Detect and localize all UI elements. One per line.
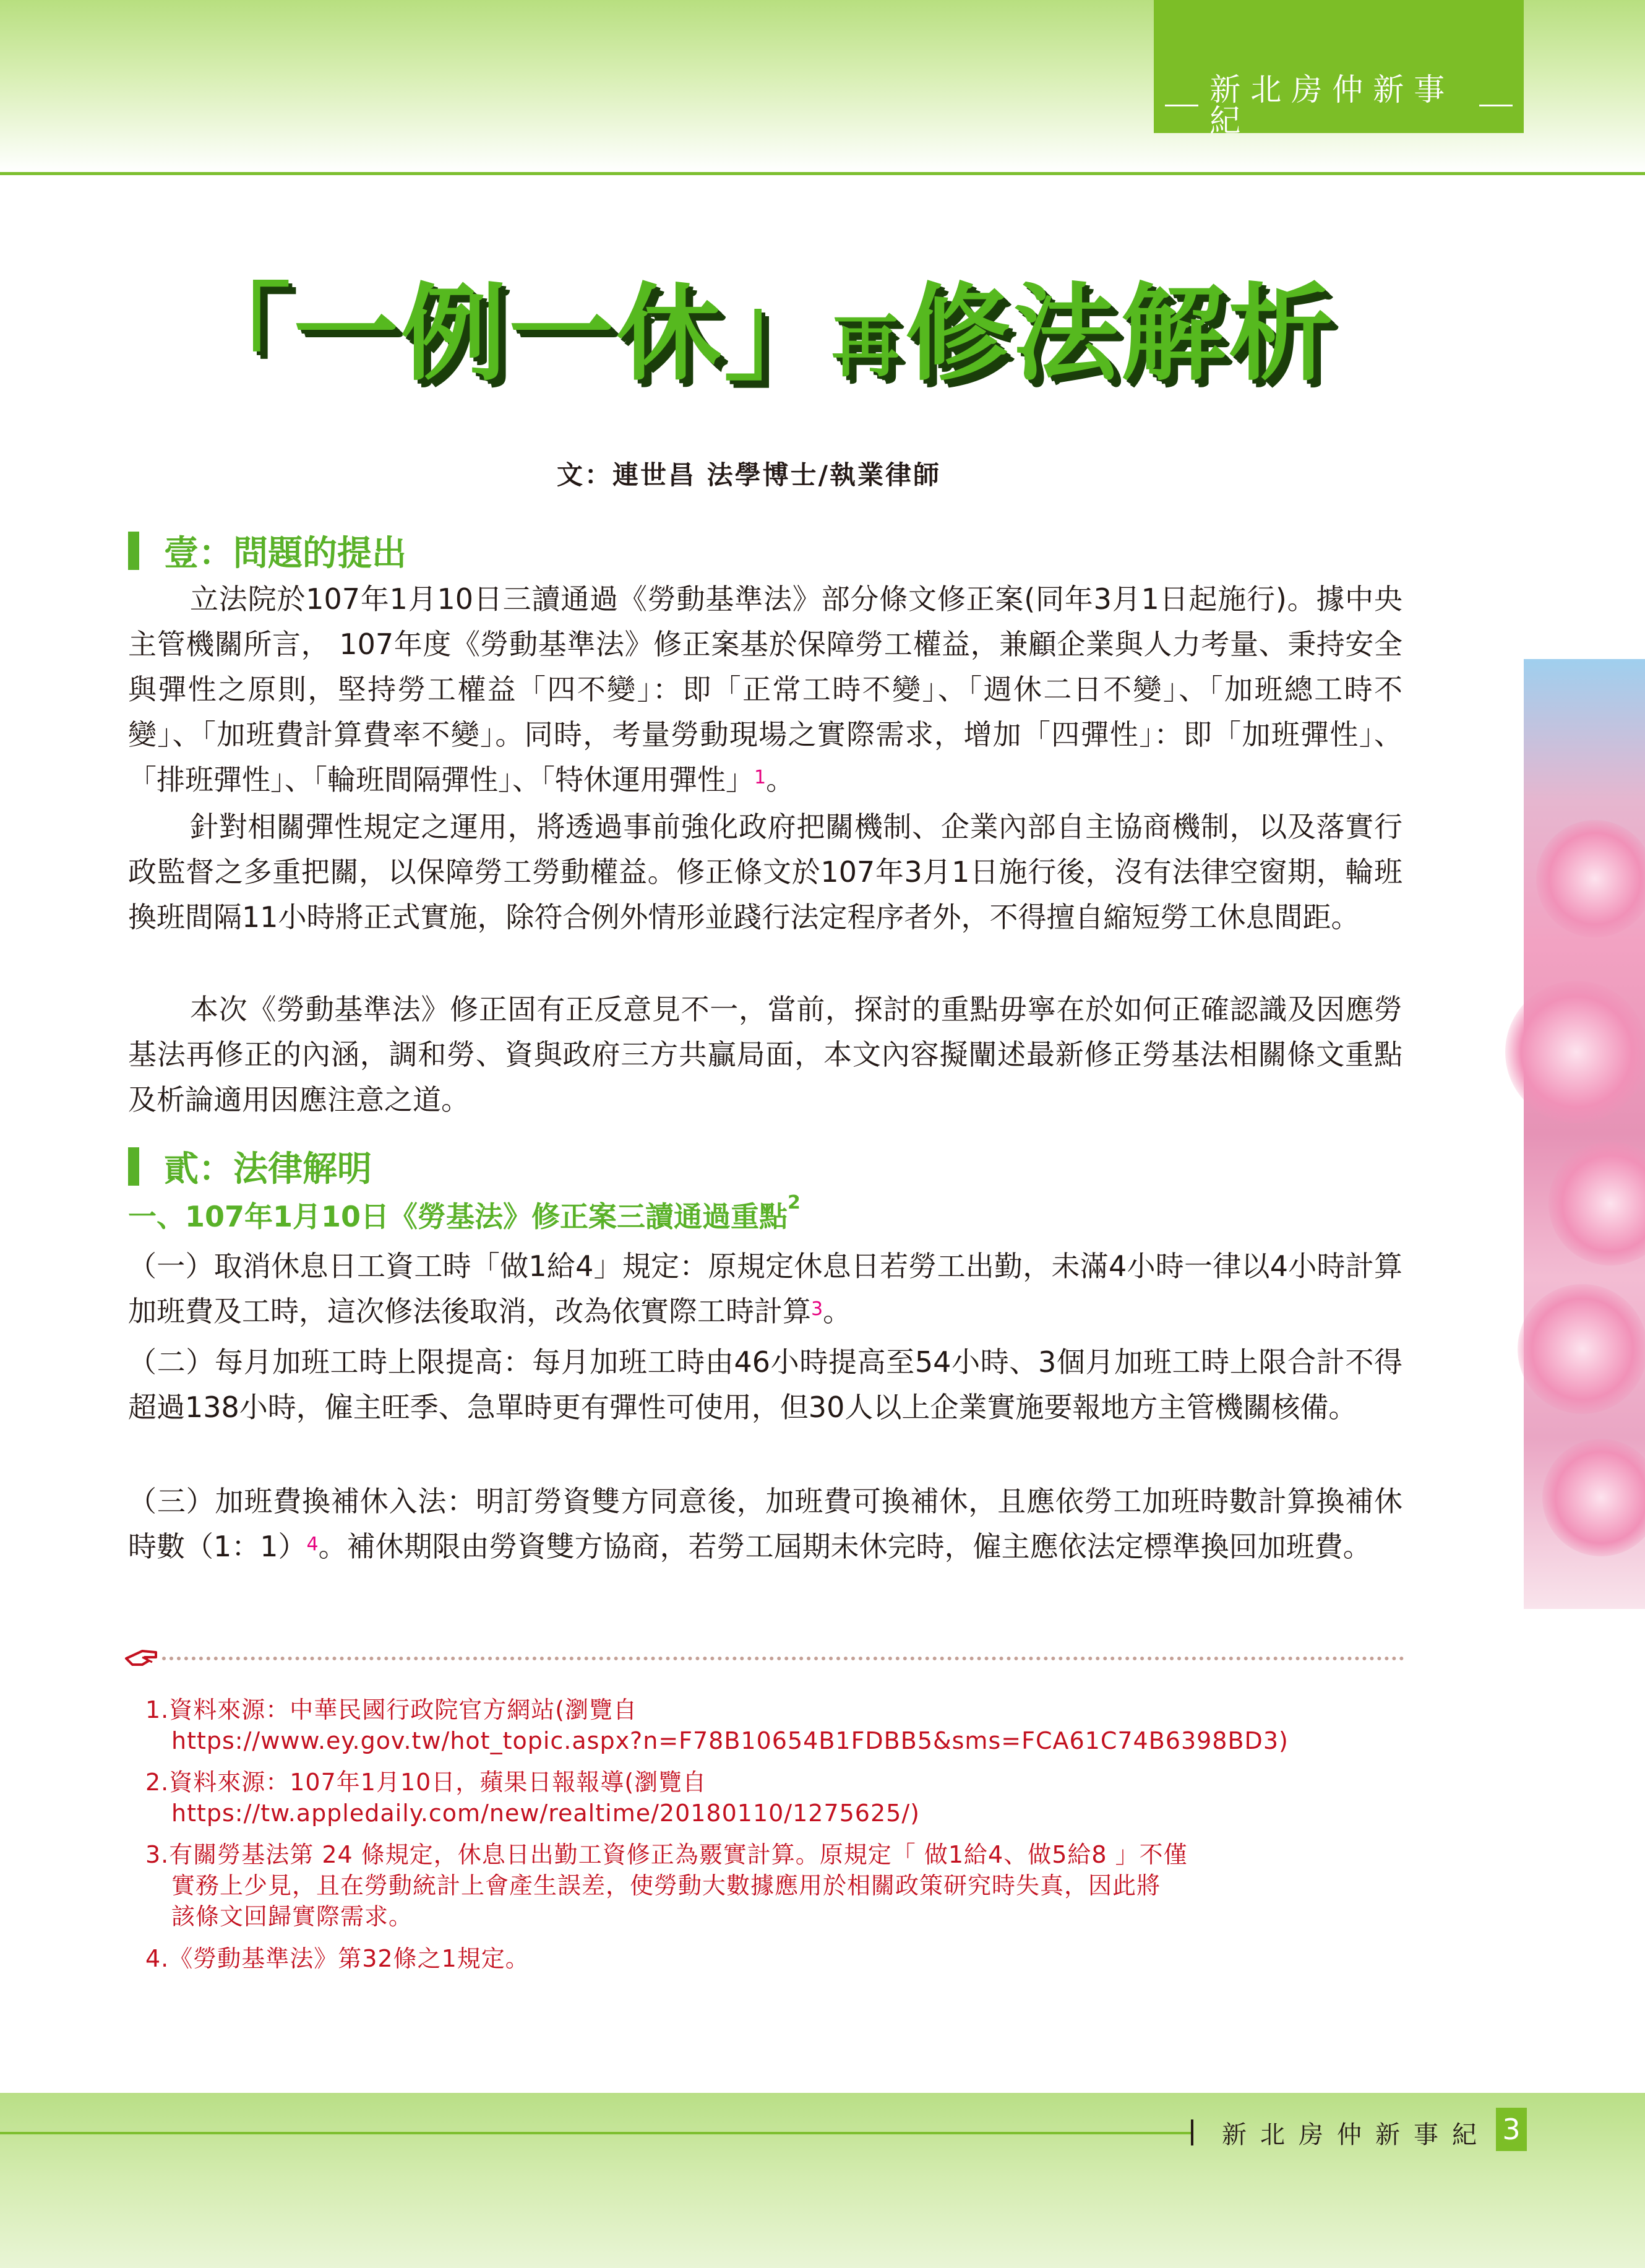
footer-magazine-name: 新北房仲新事紀 — [1222, 2121, 1490, 2149]
footnote-1-link[interactable]: https://www.ey.gov.tw/hot_topic.aspx?n=F78B10654B1FDBB5&sms=FCA61C74B6398BD3) — [171, 1727, 1289, 1754]
author-line: 文：連世昌 法學博士/執業律師 — [557, 460, 941, 490]
footnote-3-line3: 該條文回歸實際需求。 — [171, 1903, 413, 1930]
paragraph-3: 本次《勞動基準法》修正固有正反意見不一，當前，探討的重點毋寧在於如何正確認識及因應勞基法再修正的內涵，調和勞、資與政府三方共贏局面，本文內容擬闡述最新修正勞基法相關條文重點及析論適用因應注意之道。 — [128, 993, 1402, 1116]
footnote-2-line1: 2.資料來源：107年1月10日，蘋果日報報導(瀏覽自 — [145, 1769, 707, 1796]
footnote-3 — [145, 1839, 1445, 1932]
item-1 — [128, 1244, 1402, 1334]
item-3 — [128, 1479, 1402, 1569]
title-part-a: 「一例一休」 — [186, 273, 832, 395]
magazine-name: 新北房仲新事紀 — [1209, 72, 1455, 139]
footnote-ref-3[interactable]: 3 — [811, 1298, 823, 1320]
tab-dash-right — [1479, 105, 1513, 106]
item-1-end: 。 — [823, 1295, 852, 1328]
footnote-2 — [145, 1767, 1445, 1829]
item-2: （二）每月加班工時上限提高：每月加班工時由46小時提高至54小時、3個月加班工時上限合計不得超過138小時，僱主旺季、急單時更有彈性可使用，但30人以上企業實施要報地方主管機關核備。 — [128, 1345, 1402, 1424]
section-2-heading — [128, 1142, 372, 1191]
footnote-4-line1: 4.《勞動基準法》第32條之1規定。 — [145, 1945, 530, 1972]
paragraph-1-end: 。 — [766, 763, 795, 796]
section-1-heading — [128, 526, 406, 576]
tab-dash-left — [1165, 105, 1198, 106]
footnote-4 — [145, 1943, 1445, 1974]
footnote-ref-2[interactable]: 2 — [788, 1192, 801, 1214]
paragraph-2: 針對相關彈性規定之運用，將透過事前強化政府把關機制、企業內部自主協商機制，以及落實行政監督之多重把關，以保障勞工勞動權益。修正條文於107年3月1日施行後，沒有法律空窗期，輪班換班間隔11小時將正式實施，除符合例外情形並踐行法定程序者外，不得擅自縮短勞工休息間距。 — [128, 810, 1402, 934]
title-part-b: 再 — [831, 307, 903, 386]
section-2-heading-text: 貳：法律解明 — [164, 1149, 372, 1189]
header-rule — [0, 172, 1645, 175]
footnote-divider — [162, 1657, 1404, 1660]
item-1-text: （一）取消休息日工資工時「做1給4」規定：原規定休息日若勞工出勤，未滿4小時一律以4小時計算加班費及工時，這次修法後取消，改為依實際工時計算 — [128, 1249, 1402, 1328]
footer-rule — [0, 2132, 1191, 2134]
magazine-tab — [1154, 0, 1524, 139]
title-part-c: 修法解析 — [905, 273, 1336, 395]
section-2-subheading — [128, 1194, 801, 1235]
paragraph-1-text: 立法院於107年1月10日三讀通過《勞動基準法》部分條文修正案(同年3月1日起施行)。據中央主管機關所言， 107年度《勞動基準法》修正案基於保障勞工權益，兼顧企業與人力考量、秉持安全與彈性之原則，堅持勞工權益「四不變」：即「正常工時不變」、「週休二日不變」、「加班總工時不變」、「加班費計算費率不變」。同時，考量勞動現場之實際需求，增加「四彈性」：即「加班彈性」、「排班彈性」、「輪班間隔彈性」、「特休運用彈性」 — [128, 582, 1402, 796]
footnote-3-line2: 實務上少見，且在勞動統計上會產生誤差，使勞動大數據應用於相關政策研究時失真，因此將 — [171, 1872, 1161, 1899]
footnote-3-line1: 3.有關勞基法第 24 條規定，休息日出勤工資修正為覈實計算。原規定「 做1給4、做5給8 」不僅 — [145, 1841, 1188, 1868]
cherry-blossom-photo — [1524, 659, 1645, 1609]
footnote-1 — [145, 1694, 1445, 1756]
section-1-heading-text: 壹：問題的提出 — [164, 533, 406, 574]
heading-bar — [128, 532, 139, 570]
subheading-text: 一、107年1月10日《勞基法》修正案三讀通過重點 — [128, 1200, 788, 1233]
pointing-hand-icon — [124, 1640, 160, 1676]
footnote-ref-1[interactable]: 1 — [754, 767, 767, 788]
footnote-2-link[interactable]: https://tw.appledaily.com/new/realtime/20180110/1275625/) — [171, 1800, 920, 1827]
footnote-ref-4[interactable]: 4 — [306, 1533, 319, 1555]
heading-bar — [128, 1147, 139, 1186]
item-3-text: （三）加班費換補休入法：明訂勞資雙方同意後，加班費可換補休，且應依勞工加班時數計算換補休時數（1：1） — [128, 1485, 1402, 1563]
item-3-end: 。補休期限由勞資雙方協商，若勞工屆期未休完時，僱主應依法定標準換回加班費。 — [318, 1530, 1372, 1563]
footer-tick — [1191, 2119, 1193, 2145]
paragraph-1 — [128, 577, 1402, 803]
article-title — [186, 273, 1361, 430]
footnote-1-line1: 1.資料來源：中華民國行政院官方網站(瀏覽自 — [145, 1696, 638, 1723]
page-number: 3 — [1496, 2108, 1527, 2151]
